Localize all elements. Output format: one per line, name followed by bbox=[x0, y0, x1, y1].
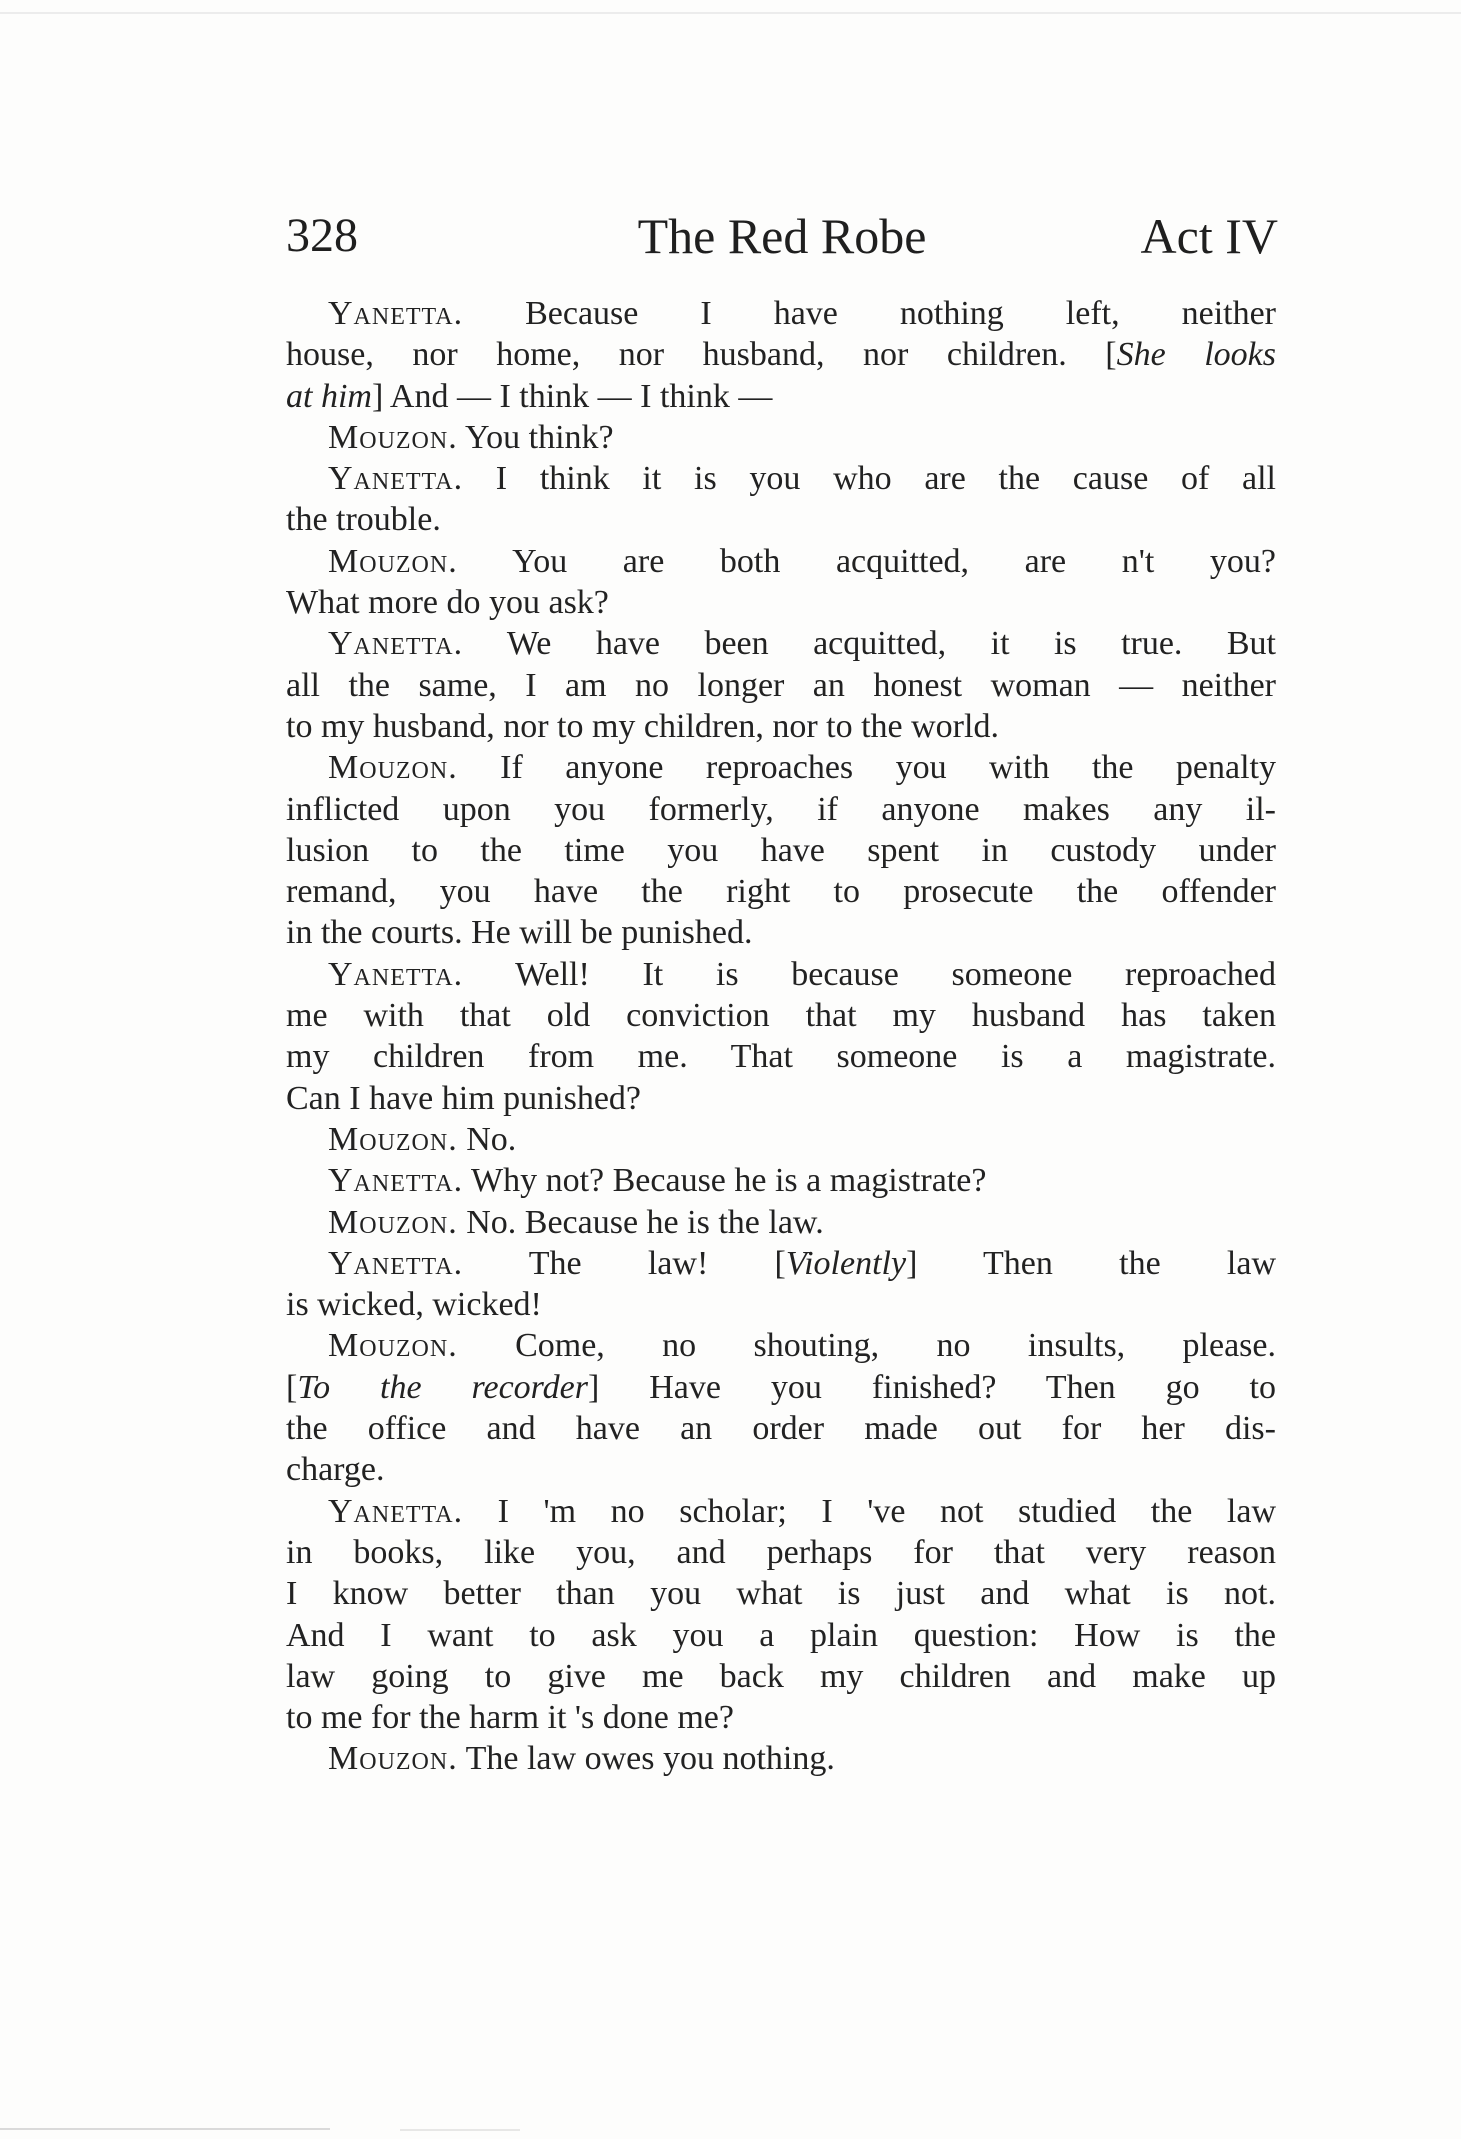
speaker-name: Mouzon. bbox=[328, 1740, 458, 1778]
line-text: No. bbox=[457, 1120, 517, 1158]
text-line bbox=[286, 1243, 1276, 1284]
text-line bbox=[286, 706, 1276, 747]
speaker-name: Mouzon. bbox=[328, 1203, 458, 1241]
dialogue-paragraph bbox=[286, 1160, 1276, 1201]
line-text: in books, like you, and perhaps for that very reason bbox=[286, 1533, 1276, 1571]
act-label: Act IV bbox=[1140, 208, 1278, 264]
line-text: Why not? Because he is a magistrate? bbox=[463, 1162, 987, 1200]
line-text: I 'm no scholar; I 've not studied the law bbox=[463, 1492, 1276, 1530]
line-text: And I want to ask you a plain question: How is the bbox=[286, 1616, 1276, 1654]
speaker-name: Mouzon. bbox=[328, 542, 458, 580]
text-line bbox=[286, 1160, 1276, 1201]
line-text: Well! It is because someone reproached bbox=[463, 955, 1276, 993]
text-line bbox=[286, 1697, 1276, 1738]
line-text: inflicted upon you formerly, if anyone makes any il- bbox=[286, 790, 1276, 828]
stage-direction: at him bbox=[286, 377, 372, 415]
line-text: We have been acquitted, it is true. But bbox=[463, 625, 1276, 663]
text-line bbox=[286, 1615, 1276, 1656]
text-line bbox=[286, 334, 1276, 375]
stage-direction: She looks bbox=[1116, 336, 1277, 374]
text-line bbox=[286, 541, 1276, 582]
line-text: remand, you have the right to prosecute the offender bbox=[286, 873, 1276, 911]
speaker-name: Yanetta. bbox=[328, 955, 464, 993]
line-text: No. Because he is the law. bbox=[457, 1203, 824, 1241]
stage-direction: Violently bbox=[785, 1244, 907, 1282]
dialogue-text bbox=[286, 293, 1276, 1780]
line-text: You are both acquitted, are n't you? bbox=[457, 542, 1276, 580]
text-line bbox=[286, 293, 1276, 334]
text-line bbox=[286, 830, 1276, 871]
line-text: the trouble. bbox=[286, 501, 441, 539]
line-text: the office and have an order made out for her dis- bbox=[286, 1410, 1276, 1448]
speaker-name: Yanetta. bbox=[328, 1162, 464, 1200]
speaker-name: Mouzon. bbox=[328, 1327, 458, 1365]
running-title: The Red Robe bbox=[637, 208, 927, 264]
line-text: I know better than you what is just and what is not. bbox=[286, 1575, 1276, 1613]
line-text: all the same, I am no longer an honest woman — neither bbox=[286, 666, 1276, 704]
text-line bbox=[286, 665, 1276, 706]
line-text: me with that old conviction that my husband has taken bbox=[286, 997, 1276, 1035]
dialogue-paragraph bbox=[286, 1119, 1276, 1160]
dialogue-paragraph bbox=[286, 458, 1276, 541]
text-line bbox=[286, 1284, 1276, 1325]
text-line bbox=[286, 1491, 1276, 1532]
line-text: If anyone reproaches you with the penalty bbox=[457, 749, 1276, 787]
line-text: The law owes you nothing. bbox=[457, 1740, 835, 1778]
dialogue-paragraph bbox=[286, 1491, 1276, 1739]
speaker-name: Mouzon. bbox=[328, 749, 458, 787]
line-text: Because I have nothing left, neither bbox=[463, 295, 1276, 332]
text-line bbox=[286, 1408, 1276, 1449]
dialogue-paragraph bbox=[286, 1325, 1276, 1490]
dialogue-paragraph bbox=[286, 1243, 1276, 1326]
text-line bbox=[286, 1573, 1276, 1614]
speaker-name: Yanetta. bbox=[328, 1244, 464, 1282]
dialogue-paragraph bbox=[286, 623, 1276, 747]
text-line bbox=[286, 1656, 1276, 1697]
text-line bbox=[286, 1325, 1276, 1366]
text-line bbox=[286, 1078, 1276, 1119]
dialogue-paragraph bbox=[286, 1738, 1276, 1779]
text-line bbox=[286, 789, 1276, 830]
dialogue-paragraph bbox=[286, 954, 1276, 1119]
scan-edge-bottom-mid bbox=[400, 2129, 520, 2131]
line-text: charge. bbox=[286, 1451, 385, 1489]
line-text: house, nor home, nor husband, nor children. [ bbox=[286, 336, 1117, 374]
line-text: [ bbox=[286, 1368, 298, 1406]
speaker-name: Yanetta. bbox=[328, 460, 464, 498]
text-line bbox=[286, 954, 1276, 995]
text-line bbox=[286, 1449, 1276, 1490]
text-line bbox=[286, 458, 1276, 499]
text-line bbox=[286, 582, 1276, 623]
line-text: You think? bbox=[457, 418, 614, 456]
speaker-name: Yanetta. bbox=[328, 295, 464, 332]
line-text: in the courts. He will be punished. bbox=[286, 914, 753, 952]
scan-edge-top bbox=[0, 12, 1461, 14]
text-line bbox=[286, 912, 1276, 953]
text-line bbox=[286, 623, 1276, 664]
line-text: is wicked, wicked! bbox=[286, 1286, 542, 1324]
text-line bbox=[286, 1532, 1276, 1573]
line-text: Can I have him punished? bbox=[286, 1079, 642, 1117]
dialogue-paragraph bbox=[286, 1202, 1276, 1243]
text-line bbox=[286, 499, 1276, 540]
text-line bbox=[286, 871, 1276, 912]
line-text: The law! [ bbox=[463, 1244, 786, 1282]
text-line bbox=[286, 1367, 1276, 1408]
text-line bbox=[286, 1202, 1276, 1243]
line-text: to me for the harm it 's done me? bbox=[286, 1699, 734, 1737]
line-text: ] And — I think — I think — bbox=[371, 377, 773, 415]
line-text: I think it is you who are the cause of all bbox=[463, 460, 1276, 498]
line-text: my children from me. That someone is a magistrate. bbox=[286, 1038, 1276, 1076]
line-text: to my husband, nor to my children, nor to the world. bbox=[286, 707, 999, 745]
line-text: ] Then the law bbox=[906, 1244, 1276, 1282]
speaker-name: Yanetta. bbox=[328, 625, 464, 663]
speaker-name: Yanetta. bbox=[328, 1492, 464, 1530]
stage-direction: To the recorder bbox=[297, 1368, 588, 1406]
line-text: law going to give me back my children and make up bbox=[286, 1657, 1276, 1695]
dialogue-paragraph bbox=[286, 541, 1276, 624]
text-line bbox=[286, 1036, 1276, 1077]
text-line bbox=[286, 1119, 1276, 1160]
page-number: 328 bbox=[286, 209, 358, 262]
speaker-name: Mouzon. bbox=[328, 1120, 458, 1158]
text-line bbox=[286, 995, 1276, 1036]
text-line bbox=[286, 747, 1276, 788]
line-text: ] Have you finished? Then go to bbox=[587, 1368, 1276, 1406]
scan-edge-bottom-left bbox=[0, 2128, 330, 2130]
text-line bbox=[286, 1738, 1276, 1779]
speaker-name: Mouzon. bbox=[328, 418, 458, 456]
text-line bbox=[286, 376, 1276, 417]
running-head bbox=[286, 204, 1278, 268]
dialogue-paragraph bbox=[286, 293, 1276, 417]
dialogue-paragraph bbox=[286, 747, 1276, 953]
line-text: lusion to the time you have spent in custody under bbox=[286, 831, 1276, 869]
line-text: What more do you ask? bbox=[286, 584, 609, 622]
text-line bbox=[286, 417, 1276, 458]
dialogue-paragraph bbox=[286, 417, 1276, 458]
line-text: Come, no shouting, no insults, please. bbox=[457, 1327, 1276, 1365]
